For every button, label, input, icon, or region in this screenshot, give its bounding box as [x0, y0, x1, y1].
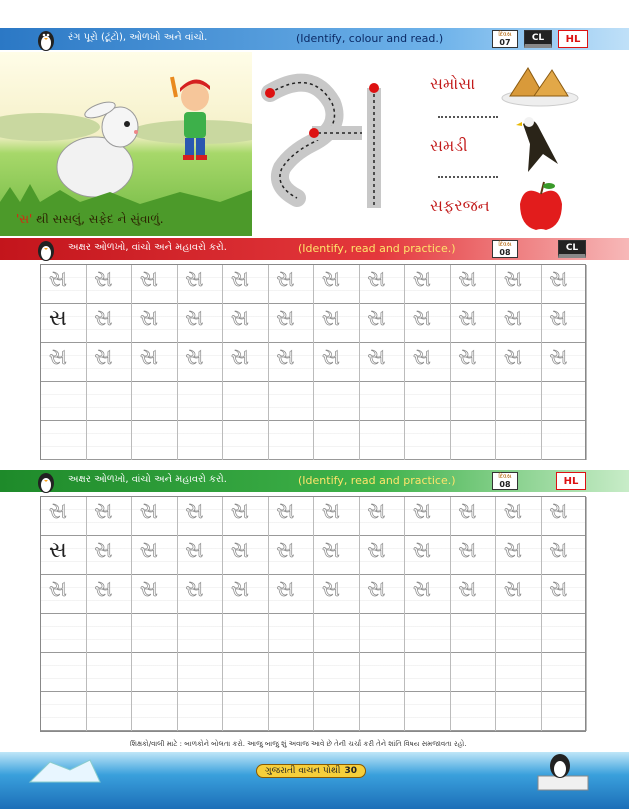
day-badge: દિવસ 08: [492, 240, 518, 258]
practice-cell[interactable]: [360, 382, 406, 421]
practice-cell[interactable]: [269, 653, 315, 692]
practice-cell[interactable]: [132, 614, 178, 653]
practice-cell[interactable]: [269, 614, 315, 653]
practice-cell[interactable]: [451, 265, 497, 304]
practice-cell[interactable]: [542, 692, 588, 731]
practice-glyph: સ: [94, 345, 113, 370]
practice-glyph: સ: [504, 538, 522, 563]
section-instruction: અક્ષર ઓળખો, વાંચો અને મહાવરો કરો.: [68, 242, 227, 253]
practice-glyph: સ: [49, 306, 67, 331]
practice-row: [41, 497, 585, 536]
practice-glyph: સ: [185, 267, 204, 292]
practice-cell[interactable]: [269, 382, 315, 421]
word-samdi: સમડી: [430, 136, 468, 155]
practice-glyph: સ: [94, 538, 113, 563]
practice-glyph: સ: [140, 499, 158, 524]
practice-cell[interactable]: [269, 343, 315, 382]
practice-glyph: સ: [140, 306, 158, 331]
practice-cell[interactable]: [132, 421, 178, 460]
practice-cell[interactable]: [542, 421, 588, 460]
practice-cell[interactable]: [223, 497, 269, 536]
practice-glyph: સ: [231, 577, 249, 602]
practice-glyph: સ: [49, 345, 67, 370]
practice-cell[interactable]: [223, 653, 269, 692]
practice-cell[interactable]: [132, 343, 178, 382]
practice-cell[interactable]: [132, 653, 178, 692]
practice-glyph: સ: [367, 306, 386, 331]
word-samosa: સમોસા: [430, 74, 476, 93]
practice-glyph: સ: [413, 345, 431, 370]
practice-cell[interactable]: [542, 575, 588, 614]
practice-cell[interactable]: [405, 653, 451, 692]
practice-cell[interactable]: [269, 421, 315, 460]
practice-cell[interactable]: [178, 265, 224, 304]
practice-cell[interactable]: [542, 614, 588, 653]
hl-badge: HL: [556, 472, 586, 490]
section-header-identify-colour: [0, 28, 629, 50]
caption-letter: 'સ': [16, 212, 33, 226]
section-instruction: રંગ પૂરો (ટૂંટો), ઓળખો અને વાંચો.: [68, 32, 208, 43]
eagle-icon: [508, 114, 568, 174]
practice-row: [41, 653, 585, 692]
practice-glyph: સ: [185, 345, 204, 370]
practice-cell[interactable]: [542, 536, 588, 575]
practice-cell[interactable]: [314, 614, 360, 653]
practice-glyph: સ: [367, 577, 386, 602]
practice-cell[interactable]: [178, 653, 224, 692]
practice-cell[interactable]: [451, 536, 497, 575]
practice-glyph: સ: [504, 577, 522, 602]
practice-cell[interactable]: [269, 265, 315, 304]
practice-glyph: સ: [549, 267, 568, 292]
practice-cell[interactable]: [87, 382, 133, 421]
practice-cell[interactable]: [314, 421, 360, 460]
practice-cell[interactable]: [314, 265, 360, 304]
practice-cell[interactable]: [405, 382, 451, 421]
practice-glyph: સ: [276, 577, 295, 602]
practice-glyph: સ: [549, 306, 568, 331]
practice-cell[interactable]: [41, 265, 87, 304]
practice-glyph: સ: [231, 345, 249, 370]
practice-glyph: સ: [413, 306, 431, 331]
practice-cell[interactable]: [451, 421, 497, 460]
practice-cell[interactable]: [496, 614, 542, 653]
practice-cell[interactable]: [496, 497, 542, 536]
practice-cell[interactable]: [314, 382, 360, 421]
practice-cell[interactable]: [360, 265, 406, 304]
practice-cell[interactable]: [178, 304, 224, 343]
practice-glyph: સ: [276, 345, 295, 370]
practice-cell[interactable]: [178, 421, 224, 460]
practice-glyph: સ: [140, 538, 158, 563]
practice-cell[interactable]: [41, 692, 87, 731]
practice-cell[interactable]: [314, 653, 360, 692]
practice-cell[interactable]: [314, 692, 360, 731]
practice-cell[interactable]: [132, 304, 178, 343]
practice-cell[interactable]: [41, 421, 87, 460]
practice-cell[interactable]: [223, 265, 269, 304]
practice-cell[interactable]: [496, 575, 542, 614]
practice-cell[interactable]: [178, 382, 224, 421]
practice-cell[interactable]: [314, 575, 360, 614]
practice-cell[interactable]: [87, 692, 133, 731]
practice-row: [41, 343, 585, 382]
practice-row: [41, 614, 585, 653]
word-safarjan: સફરજન: [430, 196, 490, 215]
practice-glyph: સ: [458, 345, 477, 370]
practice-cell[interactable]: [360, 614, 406, 653]
practice-cell[interactable]: [542, 343, 588, 382]
practice-glyph: સ: [322, 577, 340, 602]
practice-cell[interactable]: [496, 692, 542, 731]
practice-glyph: સ: [504, 499, 522, 524]
practice-cell[interactable]: [223, 304, 269, 343]
practice-glyph: સ: [367, 267, 386, 292]
practice-cell[interactable]: [269, 497, 315, 536]
practice-glyph: સ: [413, 267, 431, 292]
book-title: ગુજરાતી વાચન પોથી: [265, 766, 341, 776]
letter-tracing-panel: [252, 58, 392, 228]
practice-cell[interactable]: [223, 614, 269, 653]
practice-cell[interactable]: [496, 343, 542, 382]
practice-glyph: સ: [413, 538, 431, 563]
practice-cell[interactable]: [223, 692, 269, 731]
practice-glyph: સ: [413, 577, 431, 602]
practice-cell[interactable]: [451, 304, 497, 343]
practice-cell[interactable]: [87, 497, 133, 536]
practice-glyph: સ: [231, 499, 249, 524]
penguin-icon: [36, 26, 56, 52]
practice-cell[interactable]: [87, 653, 133, 692]
practice-glyph: સ: [94, 306, 113, 331]
practice-glyph: સ: [185, 499, 204, 524]
practice-cell[interactable]: [314, 304, 360, 343]
practice-glyph: સ: [140, 577, 158, 602]
practice-cell[interactable]: [314, 497, 360, 536]
caption-text: થી સસલું, સફેદ ને સુંવાળું.: [32, 212, 164, 226]
practice-cell[interactable]: [451, 382, 497, 421]
day-badge: દિવસ 07: [492, 30, 518, 48]
practice-cell[interactable]: [314, 536, 360, 575]
practice-grid-2: [40, 496, 586, 732]
practice-cell[interactable]: [496, 382, 542, 421]
practice-row: [41, 304, 585, 343]
practice-glyph: સ: [367, 538, 386, 563]
practice-cell[interactable]: [87, 343, 133, 382]
practice-cell[interactable]: [269, 304, 315, 343]
practice-cell[interactable]: [314, 343, 360, 382]
practice-glyph: સ: [49, 267, 67, 292]
practice-glyph: સ: [185, 577, 204, 602]
practice-glyph: સ: [94, 499, 113, 524]
example-words: [430, 58, 620, 236]
practice-glyph: સ: [367, 499, 386, 524]
practice-cell[interactable]: [360, 692, 406, 731]
practice-glyph: સ: [367, 345, 386, 370]
practice-cell[interactable]: [451, 497, 497, 536]
practice-glyph: સ: [458, 538, 477, 563]
practice-cell[interactable]: [496, 421, 542, 460]
practice-glyph: સ: [549, 345, 568, 370]
rabbit-boy-illustration: [0, 52, 252, 236]
practice-cell[interactable]: [405, 575, 451, 614]
practice-cell[interactable]: [87, 421, 133, 460]
practice-row: [41, 265, 585, 304]
practice-cell[interactable]: [360, 575, 406, 614]
practice-cell[interactable]: [223, 343, 269, 382]
practice-glyph: સ: [504, 306, 522, 331]
practice-cell[interactable]: [87, 575, 133, 614]
practice-cell[interactable]: [360, 497, 406, 536]
practice-cell[interactable]: [41, 304, 87, 343]
practice-cell[interactable]: [87, 265, 133, 304]
practice-cell[interactable]: [405, 692, 451, 731]
practice-grid-1: [40, 264, 586, 460]
practice-cell[interactable]: [451, 343, 497, 382]
practice-cell[interactable]: [496, 653, 542, 692]
practice-glyph: સ: [322, 538, 340, 563]
practice-row: [41, 421, 585, 460]
practice-cell[interactable]: [405, 421, 451, 460]
practice-glyph: સ: [140, 267, 158, 292]
practice-glyph: સ: [276, 499, 295, 524]
practice-cell[interactable]: [41, 536, 87, 575]
practice-cell[interactable]: [405, 536, 451, 575]
practice-cell[interactable]: [360, 536, 406, 575]
practice-glyph: સ: [458, 267, 477, 292]
practice-glyph: સ: [276, 267, 295, 292]
practice-glyph: સ: [413, 499, 431, 524]
practice-cell[interactable]: [451, 614, 497, 653]
practice-glyph: સ: [231, 538, 249, 563]
practice-cell[interactable]: [223, 536, 269, 575]
practice-cell[interactable]: [41, 382, 87, 421]
practice-glyph: સ: [504, 267, 522, 292]
practice-glyph: સ: [185, 538, 204, 563]
word-divider: [438, 116, 498, 118]
practice-cell[interactable]: [269, 536, 315, 575]
practice-cell[interactable]: [178, 614, 224, 653]
practice-cell[interactable]: [41, 614, 87, 653]
practice-glyph: સ: [322, 306, 340, 331]
word-divider: [438, 176, 498, 178]
practice-cell[interactable]: [269, 692, 315, 731]
section-header-practice-2: [0, 470, 629, 492]
cl-badge: CL: [524, 30, 552, 48]
practice-row: [41, 382, 585, 421]
page-number: 30: [344, 766, 358, 776]
samosa-icon: [500, 62, 580, 108]
practice-glyph: સ: [322, 267, 340, 292]
practice-glyph: સ: [140, 345, 158, 370]
practice-cell[interactable]: [360, 343, 406, 382]
practice-cell[interactable]: [269, 575, 315, 614]
practice-glyph: સ: [322, 345, 340, 370]
practice-cell[interactable]: [132, 692, 178, 731]
section-instruction-en: (Identify, colour and read.): [296, 32, 444, 45]
practice-cell[interactable]: [360, 653, 406, 692]
practice-cell[interactable]: [223, 421, 269, 460]
practice-glyph: સ: [49, 538, 67, 563]
practice-cell[interactable]: [496, 304, 542, 343]
practice-glyph: સ: [185, 306, 204, 331]
practice-cell[interactable]: [41, 343, 87, 382]
practice-glyph: સ: [94, 267, 113, 292]
teacher-note: શિક્ષકો/વાલી માટે : બાળકોને બોલતા કરો. આજુ બાજુ શું અવાજ આવે છે તેની ચર્ચા કરી તેને શાંતિ વિષય સમજાવતા રહો.: [130, 740, 467, 748]
practice-cell[interactable]: [360, 421, 406, 460]
practice-glyph: સ: [231, 306, 249, 331]
practice-cell[interactable]: [178, 497, 224, 536]
practice-cell[interactable]: [496, 536, 542, 575]
practice-glyph: સ: [549, 577, 568, 602]
practice-glyph: સ: [276, 538, 295, 563]
practice-cell[interactable]: [542, 265, 588, 304]
practice-cell[interactable]: [542, 497, 588, 536]
practice-cell[interactable]: [132, 382, 178, 421]
practice-glyph: સ: [231, 267, 249, 292]
section-instruction: અક્ષર ઓળખો, વાંચો અને મહાવરો કરો.: [68, 474, 227, 485]
practice-cell[interactable]: [496, 265, 542, 304]
practice-cell[interactable]: [41, 497, 87, 536]
practice-cell[interactable]: [223, 575, 269, 614]
practice-cell[interactable]: [41, 653, 87, 692]
hl-badge: HL: [558, 30, 588, 48]
practice-cell[interactable]: [360, 304, 406, 343]
section-instruction-en: (Identify, read and practice.): [298, 242, 456, 255]
practice-glyph: સ: [458, 499, 477, 524]
practice-cell[interactable]: [542, 382, 588, 421]
practice-cell[interactable]: [542, 653, 588, 692]
practice-cell[interactable]: [41, 575, 87, 614]
practice-cell[interactable]: [178, 575, 224, 614]
penguin-icon: [36, 468, 56, 494]
practice-glyph: સ: [549, 499, 568, 524]
practice-cell[interactable]: [87, 304, 133, 343]
practice-cell[interactable]: [87, 536, 133, 575]
practice-cell[interactable]: [451, 575, 497, 614]
practice-glyph: સ: [94, 577, 113, 602]
practice-cell[interactable]: [178, 343, 224, 382]
practice-cell[interactable]: [405, 343, 451, 382]
practice-cell[interactable]: [223, 382, 269, 421]
practice-cell[interactable]: [405, 614, 451, 653]
practice-glyph: સ: [549, 538, 568, 563]
rabbit-caption: [16, 212, 164, 227]
practice-cell[interactable]: [405, 497, 451, 536]
practice-cell[interactable]: [132, 536, 178, 575]
practice-row: [41, 575, 585, 614]
day-badge: દિવસ 08: [492, 472, 518, 490]
practice-cell[interactable]: [451, 692, 497, 731]
practice-cell[interactable]: [405, 304, 451, 343]
apple-icon: [516, 180, 566, 234]
practice-glyph: સ: [458, 577, 477, 602]
practice-row: [41, 692, 585, 731]
practice-glyph: સ: [49, 499, 67, 524]
section-instruction-en: (Identify, read and practice.): [298, 474, 456, 487]
practice-glyph: સ: [458, 306, 477, 331]
practice-cell[interactable]: [132, 265, 178, 304]
practice-glyph: સ: [322, 499, 340, 524]
practice-cell[interactable]: [178, 536, 224, 575]
practice-glyph: સ: [504, 345, 522, 370]
section-header-practice-1: [0, 238, 629, 260]
footer-book-label: [256, 764, 366, 778]
practice-cell[interactable]: [542, 304, 588, 343]
practice-glyph: સ: [49, 577, 67, 602]
practice-cell[interactable]: [451, 653, 497, 692]
practice-row: [41, 536, 585, 575]
practice-cell[interactable]: [132, 497, 178, 536]
practice-glyph: સ: [276, 306, 295, 331]
practice-cell[interactable]: [87, 614, 133, 653]
cl-badge: CL: [558, 240, 586, 258]
sea-decoration: [0, 752, 629, 809]
practice-cell[interactable]: [178, 692, 224, 731]
scene-drawing: [0, 52, 252, 236]
penguin-icon: [36, 236, 56, 262]
practice-cell[interactable]: [405, 265, 451, 304]
practice-cell[interactable]: [132, 575, 178, 614]
